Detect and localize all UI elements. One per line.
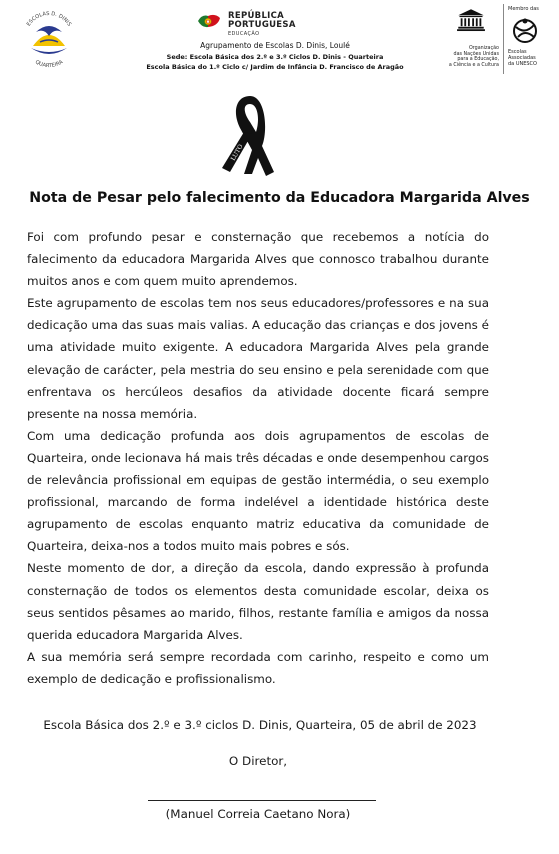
director-label: O Diretor, bbox=[228, 754, 288, 768]
header-line-1: Agrupamento de Escolas D. Dinis, Loulé bbox=[200, 41, 350, 50]
unesco-organization-text: Organização das Nações Unidas para a Educação, a Ciência e a Cultura bbox=[448, 46, 499, 68]
paragraph: Com uma dedicação profunda aos dois agrupamentos de escolas de Quarteira, onde lecionava há mais três décadas e onde desempenhou cargos de relevância profissional em equipas de gestão intermédia, o seu exemplo profissional, marcando de forma indelével a identidade histórica deste agrupamento de escolas enquanto matriz educativa da comunidade de Quarteira, deixa-nos a todos muito mais pobres e sós. bbox=[27, 428, 489, 554]
school-logo-icon bbox=[18, 2, 80, 74]
government-logo bbox=[196, 10, 306, 40]
mourning-ribbon-icon bbox=[222, 88, 278, 180]
header-line-2: Sede: Escola Básica dos 2.º e 3.º Ciclos D. Dinis - Quarteira bbox=[166, 53, 384, 61]
portugal-flag-icon bbox=[196, 12, 222, 30]
aspnet-logo bbox=[503, 4, 548, 74]
aspnet-globe-icon bbox=[510, 15, 540, 47]
paragraph: Foi com profundo pesar e consternação que recebemos a notícia do falecimento da educadora Margarida Alves que connosco trabalhou durante muitos anos e com quem muito aprendemos. bbox=[27, 230, 489, 289]
page-title: Nota de Pesar pelo falecimento da Educadora Margarida Alves bbox=[29, 190, 530, 206]
aspnet-member-label: Membro das bbox=[508, 6, 539, 12]
ministry-name: EDUCAÇÃO bbox=[228, 31, 260, 37]
paragraph: A sua memória será sempre recordada com carinho, respeito e como um exemplo de dedicação e profissionalismo. bbox=[27, 649, 489, 686]
aspnet-name: Escolas Associadas da UNESCO bbox=[508, 49, 537, 67]
letter-body bbox=[27, 226, 489, 690]
paragraph: Neste momento de dor, a direção da escola, dando expressão à profunda consternação de todos os elementos desta comunidade escolar, deixa os seus sentidos pêsames ao marido, filhos, restante família e amigos da nossa querida educadora Margarida Alves. bbox=[27, 561, 489, 642]
svg-text:ESCOLAS D. DINIS: ESCOLAS D. DINIS bbox=[25, 10, 73, 28]
signature-line bbox=[148, 800, 376, 801]
ribbon-label: LUTO bbox=[229, 143, 245, 162]
header-line-3: Escola Básica do 1.º Ciclo c/ Jardim de Infância D. Francisco de Aragão bbox=[146, 63, 404, 71]
place-and-date: Escola Básica dos 2.º e 3.º ciclos D. Dinis, Quarteira, 05 de abril de 2023 bbox=[43, 718, 477, 732]
government-name: REPÚBLICA PORTUGUESA bbox=[228, 11, 296, 30]
paragraph: Este agrupamento de escolas tem nos seus educadores/professores e na sua dedicação uma das suas mais valias. A educação das crianças e dos jovens é uma atividade muito exigente. A educadora Margarida Alves pela grande elevação de carácter, pela mestria do seu ensino e pela serenidade com que enfrentava os hercúleos desafios da atividade docente ficará sempre presente na nossa memória. bbox=[27, 296, 489, 421]
svg-text:QUARTEIRA: QUARTEIRA bbox=[33, 59, 65, 70]
signatory-name: (Manuel Correia Caetano Nora) bbox=[165, 807, 351, 821]
unesco-logo-icon bbox=[446, 8, 496, 48]
